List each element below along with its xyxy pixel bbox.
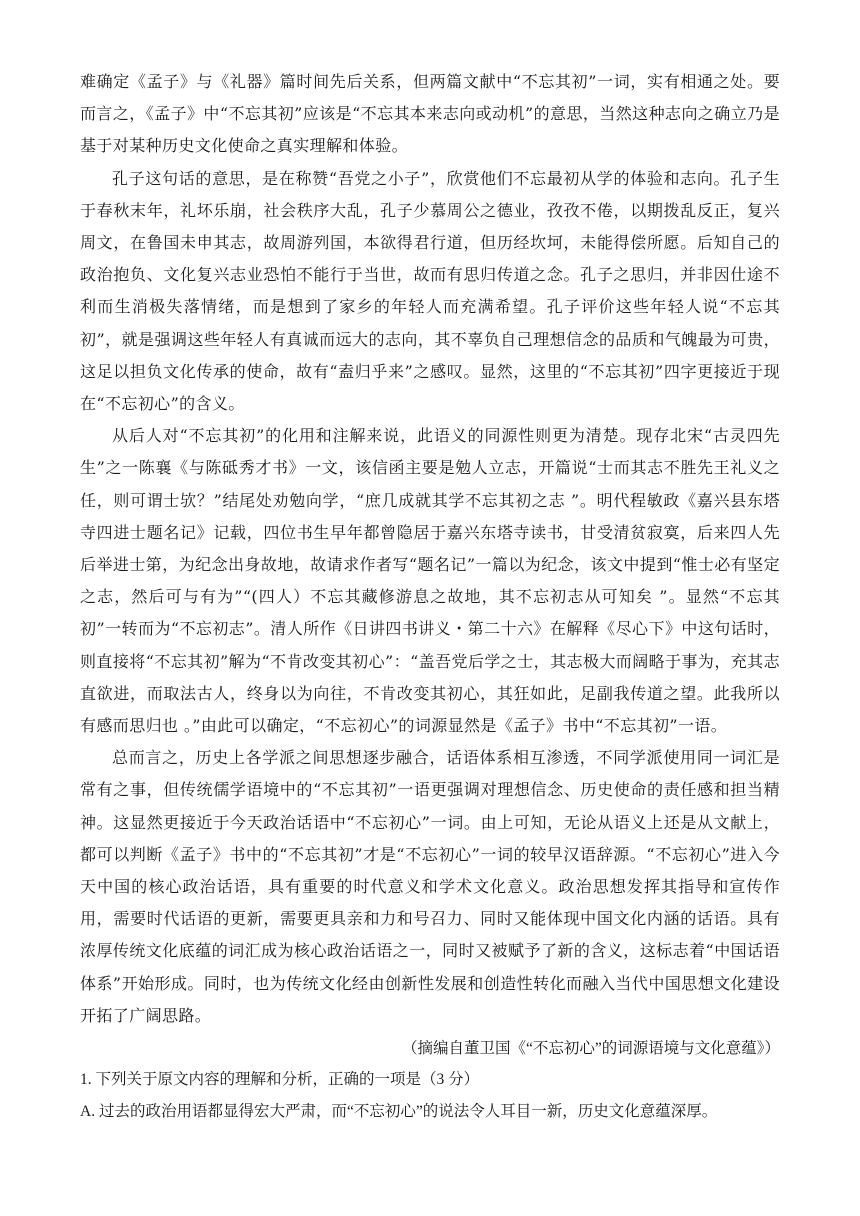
question-stem: 1. 下列关于原文内容的理解和分析，正确的一项是（3 分） xyxy=(80,1071,480,1089)
paragraph-4: 总而言之，历史上各学派之间思想逐步融合，话语体系相互渗透，不同学派使用同一词汇是常有之事，但传统儒学语境中的“不忘其初”一语更强调对理想信念、历史使命的责任感和担当精神。这显然更接近于今天政治话语中“不忘初心”一词。由上可知，无论从语义上还是从文献上，都可以判断《孟子》书中的“不忘其初”才是“不忘初心”一词的较早汉语辞源。“不忘初心”进入今天中国的核心政治话语，具有重要的时代意义和学术文化意义。政治思想发挥其指导和宣传作用，需要时代话语的更新，需要更具亲和力和号召力、同时又能体现中国文化内涵的话语。具有浓厚传统文化底蕴的词汇成为核心政治话语之一，同时又被赋予了新的含义，这标志着“中国话语体系”开始形成。同时，也为传统文化经由创新性发展和创造性转化而融入当代中国思想文化建设开拓了广阔思路。 xyxy=(80,748,780,1025)
paragraph-3: 从后人对“不忘其初”的化用和注解来说，此语义的同源性则更为清楚。现存北宋“古灵四先生”之一陈襄《与陈砥秀才书》一文，该信函主要是勉人立志，开篇说“士而其志不胜先王礼义之任，则可谓士欤？”结尾处劝勉向学，“庶几成就其学不忘其初之志 ”。明代程敏政《嘉兴县东塔寺四进士题名记》记载，四位书生早年都曾隐居于嘉兴东塔寺读书，甘受清贫寂寞，后来四人先后举进士第，为纪念出身故地，故请求作者写“题名记”一篇以为纪念，该文中提到“惟士必有坚定之志，然后可与有为”“(四人）不忘其藏修游息之故地，其不忘初志从可知矣 ”。显然“不忘其初”一转而为“不忘初志”。清人所作《日讲四书讲义・第二十六》在解释《尽心下》中这句话时，则直接将“不忘其初”解为“不肯改变其初心”：“盖吾党后学之士，其志极大而阔略于事为，充其志直欲进，而取法古人，终身以为向往，不肯改变其初心，其狂如此，足副我传道之望。此我所以有感而思归也 。”由此可以确定，“不忘初心”的词源显然是《孟子》书中“不忘其初”一语。 xyxy=(80,426,780,736)
paragraph-1: 难确定《孟子》与《礼器》篇时间先后关系，但两篇文献中“不忘其初”一词，实有相通之处。要而言之，《孟子》中“不忘其初”应该是“不忘其本来志向或动机”的意思，当然这种志向之确立乃是基于对某种历史文化使命之真实理解和体验。 xyxy=(80,72,780,156)
source-citation: （摘编自董卫国《“不忘初心”的词源语境与文化意蕴》） xyxy=(401,1040,780,1058)
document-page xyxy=(80,66,780,1128)
paragraph-2: 孔子这句话的意思，是在称赞“吾党之小子”，欣赏他们不忘最初从学的体验和志向。孔子生于春秋末年，礼坏乐崩，社会秩序大乱，孔子少慕周公之德业，孜孜不倦，以期拨乱反正，复兴周文，在鲁国未申其志，故周游列国，本欲得君行道，但历经坎坷，未能得偿所愿。后知自己的政治抱负、文化复兴志业恐怕不能行于当世，故而有思归传道之念。孔子之思归，并非因仕途不利而生消极失落情绪，而是想到了家乡的年轻人而充满希望。孔子评价这些年轻人说“不忘其初”，就是强调这些年轻人有真诚而远大的志向，其不辜负自己理想信念的品质和气魄最为可贵，这足以担负文化传承的使命，故有“盍归乎来”之感叹。显然，这里的“不忘其初”四字更接近于现在“不忘初心”的含义。 xyxy=(80,168,780,414)
question-option-a: A. 过去的政治用语都显得宏大严肃，而“不忘初心”的说法令人耳目一新，历史文化意蕴深厚。 xyxy=(80,1103,718,1121)
